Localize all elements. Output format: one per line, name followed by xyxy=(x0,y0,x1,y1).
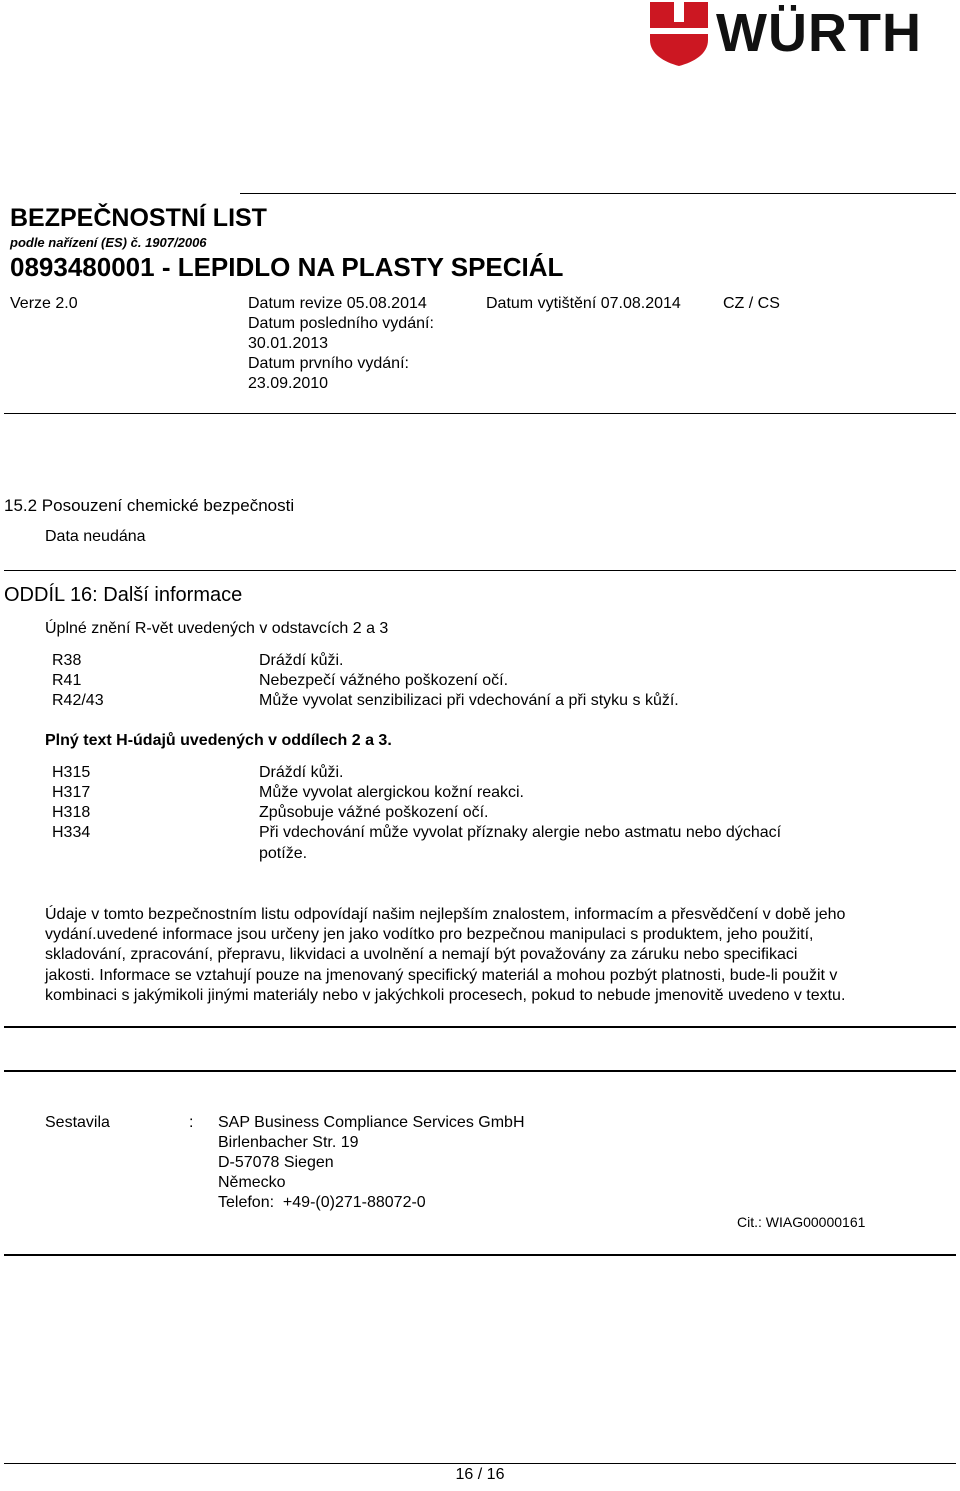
footer-rule xyxy=(4,1463,956,1464)
revision-date: Datum revize 05.08.2014 xyxy=(248,295,427,312)
disclaimer-paragraph xyxy=(45,905,935,1006)
compiler-colon: : xyxy=(189,1114,194,1131)
compiler-label: Sestavila xyxy=(45,1114,110,1131)
compiler-top-rule xyxy=(4,1070,956,1072)
disclaimer-line: skladování, zpracování, přepravu, likvidaci a uvolnění a nemají být považovány za záruku nebo specifikaci xyxy=(45,946,798,964)
wurth-logo xyxy=(648,0,958,70)
citation-code: Cit.: WIAG00000161 xyxy=(737,1214,866,1230)
r-phrase-code: R38 xyxy=(52,652,82,669)
section-16-rule xyxy=(4,570,956,571)
header-top-rule xyxy=(240,193,956,194)
h-phrase-code: H315 xyxy=(52,764,91,781)
locale: CZ / CS xyxy=(723,295,780,312)
wurth-logo-mark xyxy=(648,0,710,66)
r-phrase-text: Může vyvolat senzibilizaci při vdechování a při styku s kůží. xyxy=(259,692,679,709)
compiler-company: SAP Business Compliance Services GmbH xyxy=(218,1114,525,1131)
disclaimer-line: Údaje v tomto bezpečnostním listu odpovídají našim nejlepším znalostem, informacím a přesvědčení v době jeho xyxy=(45,906,846,923)
section-15-2-heading: 15.2 Posouzení chemické bezpečnosti xyxy=(4,496,295,515)
document-title: BEZPEČNOSTNÍ LIST xyxy=(10,204,267,232)
r-phrase-code: R41 xyxy=(52,672,82,689)
last-issue-label: Datum posledního vydání: xyxy=(248,315,434,332)
r-phrase-text: Dráždí kůži. xyxy=(259,652,344,669)
h-phrase-text: Způsobuje vážné poškození očí. xyxy=(259,804,489,821)
h-phrases-heading: Plný text H-údajů uvedených v oddílech 2 a 3. xyxy=(45,732,392,749)
h-phrase-text: Může vyvolat alergickou kožní reakci. xyxy=(259,784,524,801)
disclaimer-line: vydání.uvedené informace jsou určeny jen jako vodítko pro bezpečnou manipulaci s produktem, jeho použití, xyxy=(45,926,814,944)
h-phrase-text-continued: potíže. xyxy=(259,845,308,862)
disclaimer-rule xyxy=(4,1026,956,1028)
section-15-2-text: Data neudána xyxy=(45,528,146,545)
last-issue-value: 30.01.2013 xyxy=(248,335,329,352)
page-number: 16 / 16 xyxy=(455,1466,505,1483)
regulation-reference: podle nařízení (ES) č. 1907/2006 xyxy=(10,235,207,250)
wurth-logo-text: WÜRTH xyxy=(716,3,922,63)
compiler-city: D-57078 Siegen xyxy=(218,1154,334,1171)
r-phrase-code: R42/43 xyxy=(52,692,104,709)
product-name: 0893480001 - LEPIDLO NA PLASTY SPECIÁL xyxy=(10,252,564,282)
compiler-phone: Telefon: +49-(0)271-88072-0 xyxy=(218,1194,426,1211)
header-bottom-rule xyxy=(4,413,956,414)
compiler-bottom-rule xyxy=(4,1254,956,1256)
h-phrase-code: H334 xyxy=(52,824,91,841)
print-date: Datum vytištění 07.08.2014 xyxy=(486,295,681,312)
first-issue-value: 23.09.2010 xyxy=(248,375,329,392)
disclaimer-line: jakosti. Informace se vztahují pouze na jmenovaný specifický materiál a mohou pozbýt platnosti, bude-li použit v xyxy=(45,966,838,984)
r-phrases-heading: Úplné znění R-vět uvedených v odstavcích 2 a 3 xyxy=(45,620,389,637)
compiler-country: Německo xyxy=(218,1174,286,1191)
disclaimer-line: kombinaci s jakýmikoli jinými materiály nebo v jakýchkoli procesech, pokud to nebude jmenovitě uvedeno v textu. xyxy=(45,986,846,1004)
compiler-street: Birlenbacher Str. 19 xyxy=(218,1134,359,1151)
section-16-heading: ODDÍL 16: Další informace xyxy=(4,584,243,606)
r-phrase-text: Nebezpečí vážného poškození očí. xyxy=(259,672,509,689)
h-phrase-code: H318 xyxy=(52,804,91,821)
version: Verze 2.0 xyxy=(10,295,78,312)
h-phrase-code: H317 xyxy=(52,784,91,801)
h-phrase-text: Dráždí kůži. xyxy=(259,764,344,781)
first-issue-label: Datum prvního vydání: xyxy=(248,355,409,372)
h-phrase-text: Při vdechování může vyvolat příznaky alergie nebo astmatu nebo dýchací xyxy=(259,824,782,841)
